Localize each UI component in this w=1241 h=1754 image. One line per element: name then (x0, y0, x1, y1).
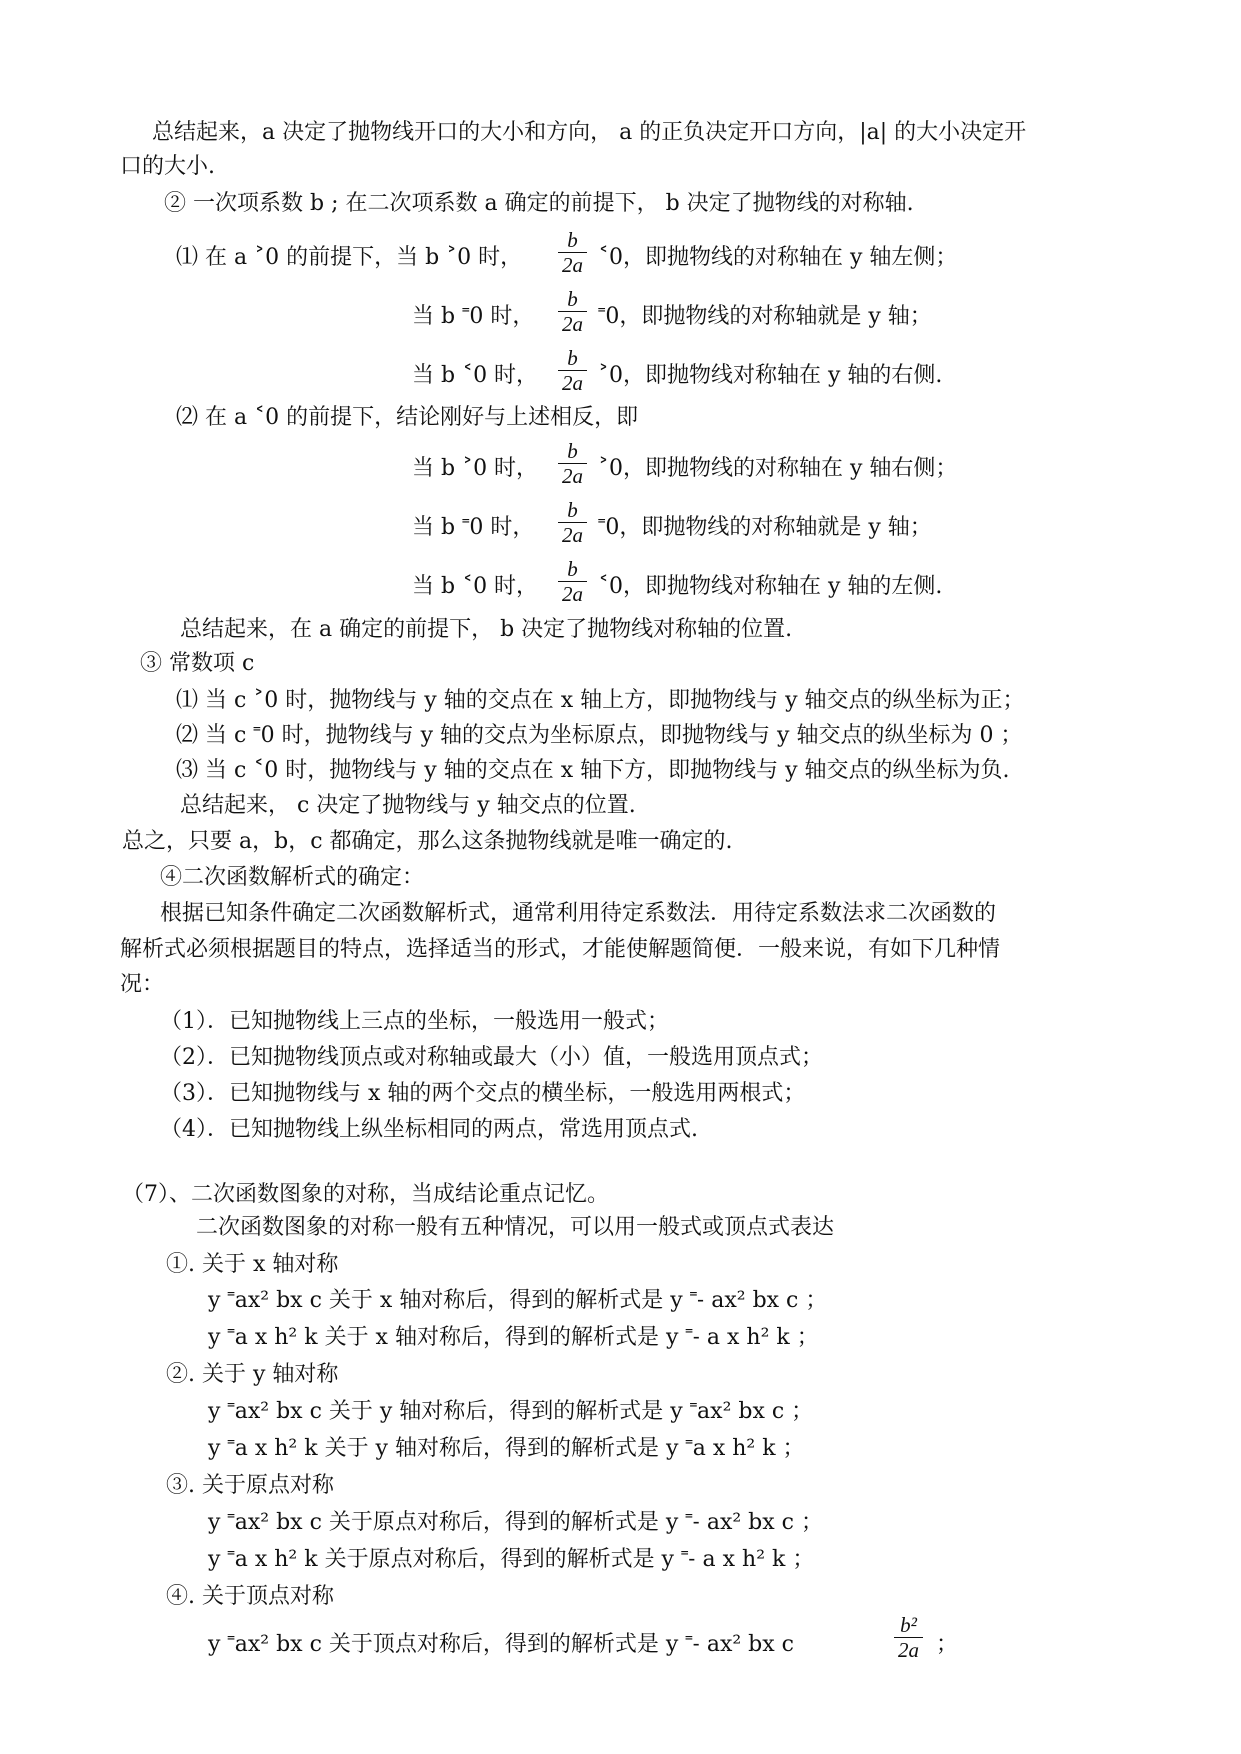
b2-l1-tail: ˃0，即抛物线的对称轴在 y 轴右侧； (598, 456, 958, 481)
fraction-numerator: b (558, 498, 587, 523)
b1-l3-head: 当 b ˂0 时， (412, 363, 539, 388)
fraction-numerator: b² (894, 1613, 923, 1638)
fraction-b-over-2a (558, 557, 587, 606)
b1-l2-head: 当 b ˭0 时， (412, 304, 535, 329)
case-4: （4）．已知抛物线上纵坐标相同的两点，常选用顶点式. (160, 1117, 698, 1142)
b2-l3-frac-wrap (552, 557, 593, 606)
c-summary: 总结起来， c 决定了抛物线与 y 轴交点的位置. (180, 793, 636, 818)
fraction-b-over-2a (558, 346, 587, 395)
fraction-numerator: b (558, 346, 587, 371)
section-7-title: （7）、二次函数图象的对称，当成结论重点记忆。 (122, 1182, 609, 1207)
section-4-para-2: 解析式必须根据题目的特点，选择适当的形式，才能使解题简便．一般来说，有如下几种情 (120, 937, 1001, 962)
fraction-b2-over-2a (894, 1613, 923, 1662)
sym-vertex-line-1: y ˭ax² bx c 关于顶点对称后，得到的解析式是 y ˭˗ ax² bx c (208, 1632, 794, 1657)
fraction-b-over-2a (558, 287, 587, 336)
b1-l2-frac-wrap (552, 287, 593, 336)
b2-l1-head: 当 b ˃0 时， (412, 456, 539, 481)
fraction-numerator: b (558, 287, 587, 312)
b1-l1-frac-wrap (552, 228, 593, 277)
b-title: ② 一次项系数 b ; 在二次项系数 a 确定的前提下， b 决定了抛物线的对称轴. (164, 191, 914, 216)
sym-y-line-1: y ˭ax² bx c 关于 y 轴对称后，得到的解析式是 y ˭ax² bx c ； (208, 1399, 814, 1424)
sym-y-line-2: y ˭a x h² k 关于 y 轴对称后，得到的解析式是 y ˭a x h² k ； (208, 1436, 805, 1461)
sym-x-line-2: y ˭a x h² k 关于 x 轴对称后，得到的解析式是 y ˭˗ a x h² k ； (208, 1325, 819, 1350)
b2-l2-tail: ˭0，即抛物线的对称轴就是 y 轴； (598, 515, 932, 540)
fraction-b-over-2a (558, 498, 587, 547)
sym-vertex-line-1-end: ； (936, 1632, 959, 1657)
c-title: ③ 常数项 c (140, 651, 255, 676)
c-case-3: ⑶ 当 c ˂0 时，抛物线与 y 轴的交点在 x 轴下方，即抛物线与 y 轴交点的纵坐标为负. (176, 758, 1010, 783)
sym-vertex-title: ④. 关于顶点对称 (166, 1584, 334, 1609)
fraction-denominator: 2a (562, 523, 583, 547)
sym-vertex-frac-wrap (888, 1613, 929, 1662)
b1-l1-tail: ˂0，即抛物线的对称轴在 y 轴左侧； (598, 245, 958, 270)
b2-l2-head: 当 b ˭0 时， (412, 515, 535, 540)
section-4-para-3: 况： (120, 972, 165, 997)
fraction-denominator: 2a (562, 371, 583, 395)
sym-origin-title: ③. 关于原点对称 (166, 1473, 334, 1498)
fraction-numerator: b (558, 228, 587, 253)
fraction-denominator: 2a (562, 464, 583, 488)
b1-l3-tail: ˃0，即抛物线对称轴在 y 轴的右侧. (598, 363, 943, 388)
sym-y-title: ②. 关于 y 轴对称 (166, 1362, 339, 1387)
section-7-intro: 二次函数图象的对称一般有五种情况，可以用一般式或顶点式表达 (196, 1215, 835, 1240)
b2-l3-tail: ˂0，即抛物线对称轴在 y 轴的左侧. (598, 574, 943, 599)
fraction-denominator: 2a (562, 253, 583, 277)
b1-intro: ⑴ 在 a ˃0 的前提下，当 b ˃0 时， (176, 245, 523, 270)
section-4-title: ④二次函数解析式的确定： (160, 865, 425, 890)
sym-origin-line-2: y ˭a x h² k 关于原点对称后，得到的解析式是 y ˭˗ a x h² k ； (208, 1547, 815, 1572)
case-3: （3）．已知抛物线与 x 轴的两个交点的横坐标，一般选用两根式； (160, 1081, 806, 1106)
sym-x-title: ①. 关于 x 轴对称 (166, 1252, 339, 1277)
b1-l3-frac-wrap (552, 346, 593, 395)
b2-l2-frac-wrap (552, 498, 593, 547)
case-1: （1）．已知抛物线上三点的坐标，一般选用一般式； (160, 1009, 669, 1034)
b2-intro: ⑵ 在 a ˂0 的前提下，结论刚好与上述相反，即 (176, 405, 639, 430)
fraction-numerator: b (558, 439, 587, 464)
fraction-numerator: b (558, 557, 587, 582)
summary-a-cont: 口的大小. (120, 154, 215, 179)
c-case-2: ⑵ 当 c ˭0 时，抛物线与 y 轴的交点为坐标原点，即抛物线与 y 轴交点的纵坐标为 0 ； (176, 723, 1023, 748)
b2-l1-frac-wrap (552, 439, 593, 488)
fraction-b-over-2a (558, 439, 587, 488)
sym-x-line-1: y ˭ax² bx c 关于 x 轴对称后，得到的解析式是 y ˭˗ ax² bx c ； (208, 1288, 828, 1313)
overall-summary: 总之，只要 a，b，c 都确定，那么这条抛物线就是唯一确定的. (122, 829, 733, 854)
fraction-denominator: 2a (562, 312, 583, 336)
summary-a: 总结起来，a 决定了抛物线开口的大小和方向， a 的正负决定开口方向，|a| 的大小决定开 (152, 120, 1027, 145)
c-case-1: ⑴ 当 c ˃0 时，抛物线与 y 轴的交点在 x 轴上方，即抛物线与 y 轴交点的纵坐标为正； (176, 688, 1025, 713)
sym-origin-line-1: y ˭ax² bx c 关于原点对称后，得到的解析式是 y ˭˗ ax² bx c ； (208, 1510, 823, 1535)
b2-l3-head: 当 b ˂0 时， (412, 574, 539, 599)
b-summary: 总结起来，在 a 确定的前提下， b 决定了抛物线对称轴的位置. (180, 617, 793, 642)
fraction-denominator: 2a (898, 1638, 919, 1662)
section-4-para-1: 根据已知条件确定二次函数解析式，通常利用待定系数法．用待定系数法求二次函数的 (160, 901, 997, 926)
b1-l2-tail: ˭0，即抛物线的对称轴就是 y 轴； (598, 304, 932, 329)
fraction-denominator: 2a (562, 582, 583, 606)
case-2: （2）．已知抛物线顶点或对称轴或最大（小）值，一般选用顶点式； (160, 1045, 823, 1070)
fraction-b-over-2a (558, 228, 587, 277)
